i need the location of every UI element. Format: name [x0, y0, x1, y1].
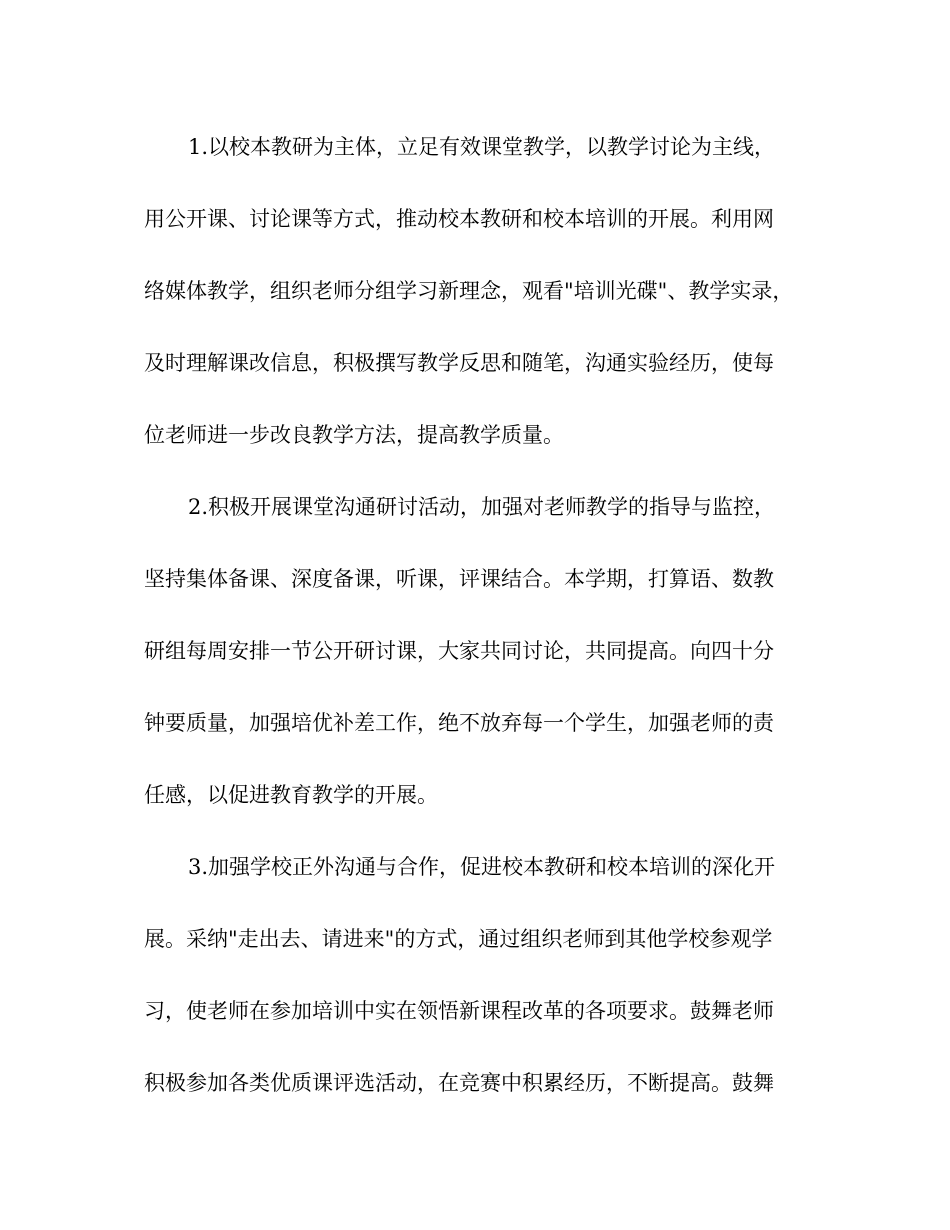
paragraph-2-line-5: 任感，以促进教育教学的开展。: [144, 783, 438, 807]
paragraph-3-line-1: 3.加强学校正外沟通与合作，促进校本教研和校本培训的深化开: [188, 855, 776, 879]
paragraph-1-line-4: 及时理解课改信息，积极撰写教学反思和随笔，沟通实验经历，使每: [144, 351, 774, 375]
paragraph-3-line-3: 习，使老师在参加培训中实在领悟新课程改革的各项要求。鼓舞老师: [144, 999, 774, 1023]
paragraph-1-line-1: 1.以校本教研为主体，立足有效课堂教学，以教学讨论为主线，: [188, 135, 776, 159]
paragraph-3-line-2: 展。采纳"走出去、请进来"的方式，通过组织老师到其他学校参观学: [144, 927, 773, 951]
paragraph-3-line-4: 积极参加各类优质课评选活动，在竞赛中积累经历，不断提高。鼓舞: [144, 1071, 774, 1095]
paragraph-1-line-3: 络媒体教学，组织老师分组学习新理念，观看"培训光碟"、教学实录，: [144, 279, 794, 303]
paragraph-1-line-2: 用公开课、讨论课等方式，推动校本教研和校本培训的开展。利用网: [144, 207, 774, 231]
paragraph-2-line-1: 2.积极开展课堂沟通研讨活动，加强对老师教学的指导与监控，: [188, 495, 776, 519]
paragraph-2-line-4: 钟要质量，加强培优补差工作，绝不放弃每一个学生，加强老师的责: [144, 711, 774, 735]
paragraph-1-line-5: 位老师进一步改良教学方法，提高教学质量。: [144, 423, 564, 447]
paragraph-2-line-3: 研组每周安排一节公开研讨课，大家共同讨论，共同提高。向四十分: [144, 639, 774, 663]
paragraph-2-line-2: 坚持集体备课、深度备课，听课，评课结合。本学期，打算语、数教: [144, 567, 774, 591]
